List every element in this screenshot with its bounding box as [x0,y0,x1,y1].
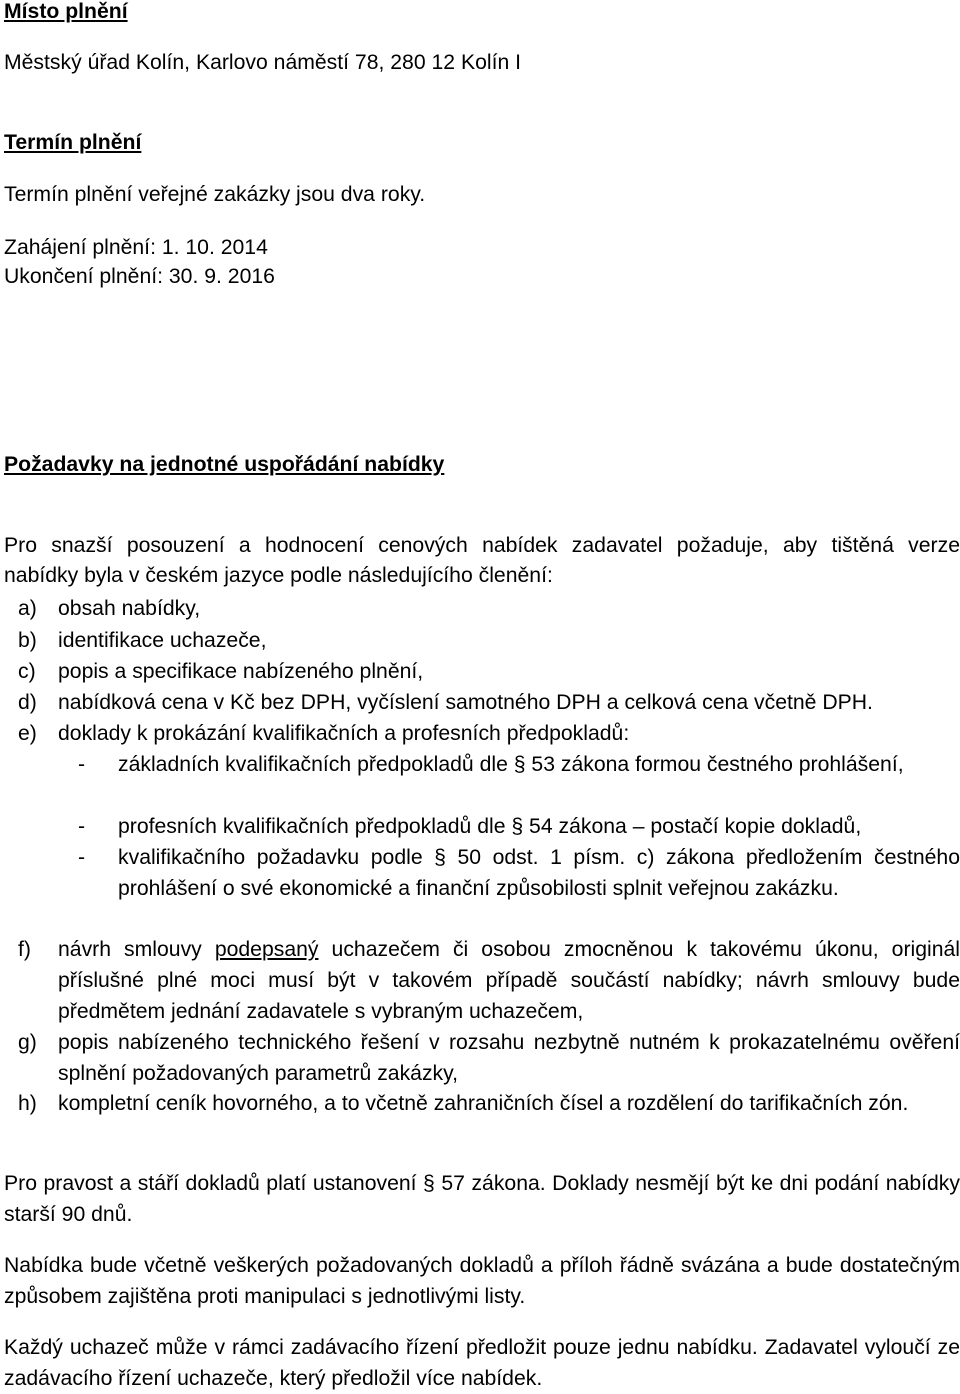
paragraph-binding: Nabídka bude včetně veškerých požadovaných dokladů a příloh řádně svázána a bude dostatečným způsobem zajištěna proti manipulaci s jednotlivými listy. [4,1254,960,1308]
term-heading: Termín plnění [4,131,142,154]
list-item-label: h) [18,1092,37,1115]
list-item-label: a) [18,597,37,620]
place-heading: Místo plnění [4,0,128,23]
list-item-text-before: návrh smlouvy [58,938,215,961]
term-text: Termín plnění veřejné zakázky jsou dva roky. [4,183,426,206]
requirements-heading: Požadavky na jednotné uspořádání nabídky [4,453,445,476]
list-item-text: doklady k prokázání kvalifikačních a profesních předpokladů: [58,722,630,745]
paragraph-single-offer: Každý uchazeč může v rámci zadávacího řízení předložit pouze jednu nabídku. Zadavatel vyloučí ze zadávacího řízení uchazeče, který předložil více nabídek. [4,1336,960,1390]
sub-list-dash: - [78,815,86,838]
sub-list-dash: - [78,846,86,869]
list-item-text-underlined: podepsaný [214,938,319,961]
list-item-text-after: uchazečem či osobou zmocněnou k takovému úkonu, originál příslušné plné moci musí být v takovém případě součástí nabídky; návrh smlouvy bude předmětem jednání zadavatele s vybraným uchazečem, [58,938,960,1023]
paragraph-validity: Pro pravost a stáří dokladů platí ustanovení § 57 zákona. Doklady nesmějí být ke dni podání nabídky starší 90 dnů. [4,1172,960,1226]
requirements-intro-line2: nabídky byla v českém jazyce podle následujícího členění: [4,564,553,587]
list-item-text: popis a specifikace nabízeného plnění, [58,660,424,683]
list-item-text: nabídková cena v Kč bez DPH, vyčíslení samotného DPH a celková cena včetně DPH. [58,691,873,714]
list-item-text [58,934,960,1027]
place-address: Městský úřad Kolín, Karlovo náměstí 78, 280 12 Kolín I [4,51,522,74]
list-item-text: obsah nabídky, [58,597,201,620]
sub-list-text: kvalifikačního požadavku podle § 50 odst. 1 písm. c) zákona předložením čestného prohlášení o své ekonomické a finanční způsobilosti splnit veřejnou zakázku. [118,846,960,900]
list-item-text: kompletní ceník hovorného, a to včetně zahraničních čísel a rozdělení do tarifikačních zón. [58,1092,909,1115]
term-end: Ukončení plnění: 30. 9. 2016 [4,265,275,288]
list-item-text: popis nabízeného technického řešení v rozsahu nezbytně nutném k prokazatelnému ověření splnění požadovaných parametrů zakázky, [58,1031,960,1085]
sub-list-text: profesních kvalifikačních předpokladů dle § 54 zákona – postačí kopie dokladů, [118,815,862,838]
list-item-label: e) [18,722,37,745]
list-item-label: b) [18,629,37,652]
requirements-intro-line1: Pro snazší posouzení a hodnocení cenových nabídek zadavatel požaduje, aby tištěná verze [4,534,960,557]
sub-list-text: základních kvalifikačních předpokladů dle § 53 zákona formou čestného prohlášení, [118,753,904,776]
list-item-label: c) [18,660,36,683]
list-item-label: g) [18,1031,37,1054]
term-start: Zahájení plnění: 1. 10. 2014 [4,236,268,259]
list-item-label: d) [18,691,37,714]
list-item-text: identifikace uchazeče, [58,629,267,652]
sub-list-dash: - [78,753,86,776]
list-item-label: f) [18,938,31,961]
